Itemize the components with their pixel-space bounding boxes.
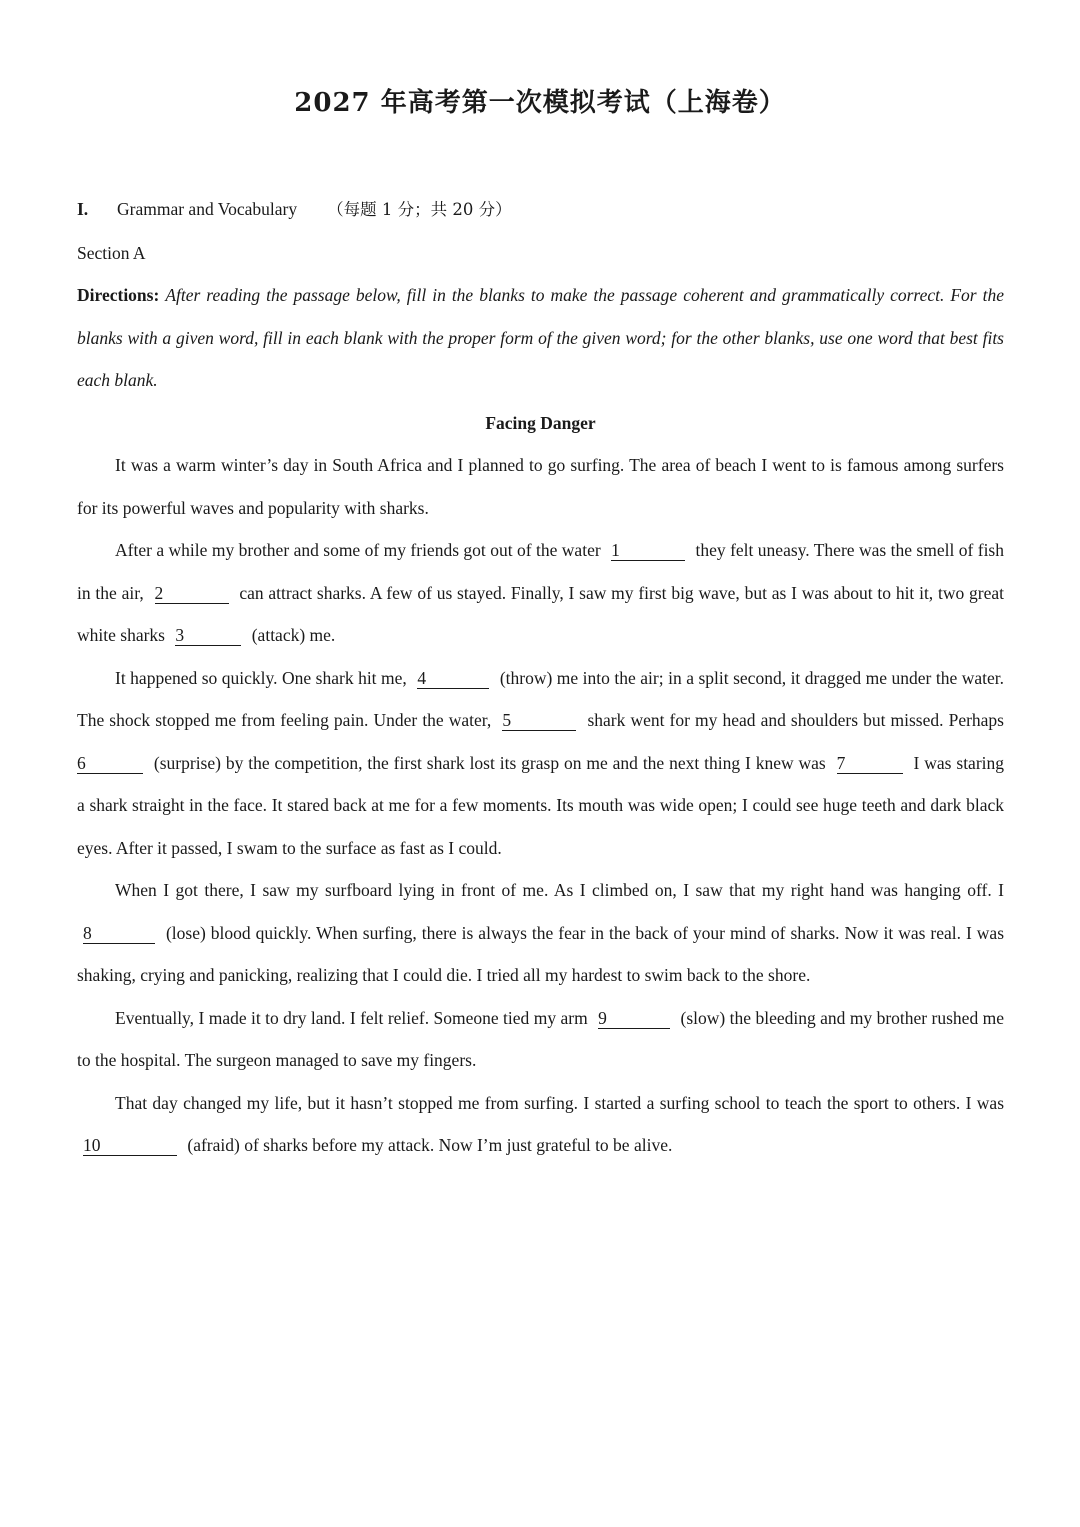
paragraph-3 [77, 657, 1004, 870]
subsection-label: Section A [77, 242, 146, 263]
section-points: （每题 1 分；共 20 分） [327, 200, 512, 219]
blank-8[interactable]: 8 [83, 923, 155, 944]
paragraph-text: shark went for my head and shoulders but missed. Perhaps [587, 710, 1004, 730]
paragraph-text: (afraid) of sharks before my attack. Now I’m just grateful to be alive. [187, 1135, 673, 1155]
exam-content [77, 188, 1004, 1167]
paragraph-2 [77, 529, 1004, 657]
directions-text: After reading the passage below, fill in the blanks to make the passage coherent and grammatically correct. For the blanks with a given word, fill in each blank with the proper form of the given word; for the other blanks, use one word that best fits each blank. [77, 285, 1004, 390]
paragraph-text: I was staring a shark straight in the face. It stared back at me for a few moments. Its mouth was wide open; I could see huge teeth and dark black eyes. After it passed, I swam to the surface as fast as I could. [77, 752, 1005, 858]
paragraph-text: they felt uneasy. There was the smell of fish in the air, [77, 540, 1004, 603]
paragraph-text: (attack) me. [251, 625, 336, 645]
paragraph-text: When I got there, I saw my surfboard lying in front of me. As I climbed on, I saw that my right hand was hanging off. I [115, 880, 1004, 900]
blank-10[interactable]: 10 [83, 1135, 177, 1156]
paragraph-text: It happened so quickly. One shark hit me, [115, 667, 407, 688]
paragraph-text: That day changed my life, but it hasn’t stopped me from surfing. I started a surfing school to teach the sport to others. I was [115, 1092, 1004, 1113]
exam-title: 2027 年高考第一次模拟考试（上海卷） [294, 88, 786, 118]
passage-title: Facing Danger [485, 412, 596, 433]
paragraph-5 [77, 997, 1004, 1082]
paragraph-text: (lose) blood quickly. When surfing, there is always the fear in the back of your mind of sharks. Now it was real. I was shaking, crying and panicking, realizing that I could die. I tried all my hardest to swim back to the shore. [77, 922, 1005, 985]
blank-6[interactable]: 6 [77, 753, 143, 774]
paragraph-1 [77, 444, 1004, 529]
paragraph-4 [77, 869, 1004, 997]
section-heading [77, 188, 1004, 232]
blank-4[interactable]: 4 [417, 668, 489, 689]
paragraph-text: Eventually, I made it to dry land. I felt relief. Someone tied my arm [115, 1007, 588, 1028]
paragraph-text: (surprise) by the competition, the first shark lost its grasp on me and the next thing I knew was [153, 752, 826, 773]
blank-3[interactable]: 3 [175, 625, 241, 646]
directions [77, 274, 1004, 402]
paragraph-text: can attract sharks. A few of us stayed. Finally, I saw my first big wave, but as I was about to hit it, two great white sharks [77, 582, 1004, 645]
blank-9[interactable]: 9 [598, 1008, 670, 1029]
paragraph-text: After a while my brother and some of my friends got out of the water [115, 540, 601, 560]
blank-2[interactable]: 2 [155, 583, 229, 604]
paragraph-text: It was a warm winter’s day in South Africa and I planned to go surfing. The area of beach I went to is famous among surfers for its powerful waves and popularity with sharks. [77, 455, 1004, 518]
blank-1[interactable]: 1 [611, 540, 685, 561]
paragraph-text: (throw) me into the air; in a split second, it dragged me under the water. The shock stopped me from feeling pain. Under the water, [77, 667, 1005, 730]
section-name: Grammar and Vocabulary [117, 199, 298, 219]
section-number: I. [77, 199, 89, 219]
blank-5[interactable]: 5 [502, 710, 576, 731]
blank-7[interactable]: 7 [837, 753, 903, 774]
paragraph-text: (slow) the bleeding and my brother rushed me to the hospital. The surgeon managed to save my fingers. [77, 1007, 1004, 1070]
directions-label: Directions: [77, 285, 160, 305]
paragraph-6 [77, 1082, 1004, 1167]
